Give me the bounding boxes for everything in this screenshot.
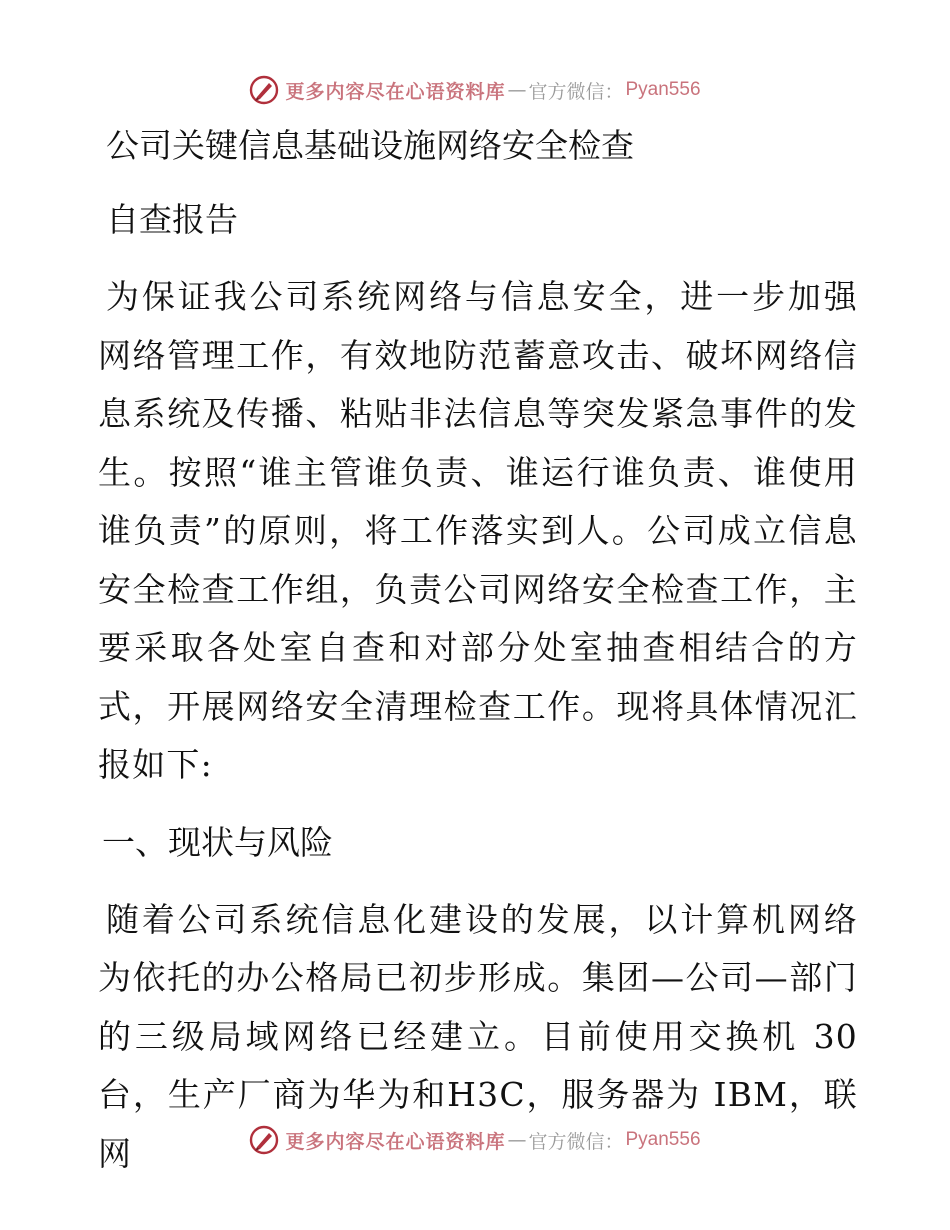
watermark-wechat-label: 官方微信： (528, 80, 624, 103)
watermark-text: 更多内容尽在心语资料库 (285, 80, 506, 103)
watermark-dash: — (507, 79, 527, 101)
watermark-dash: — (507, 1129, 527, 1151)
watermark-footer (0, 1120, 950, 1160)
intro-paragraph: 为保证我公司系统网络与信息安全，进一步加强网络管理工作，有效地防范蓄意攻击、破坏网络信息系统及传播、粘贴非法信息等突发紧急事件的发生。按照“谁主管谁负责、谁运行谁负责、谁使用谁负责”的原则，将工作落实到人。公司成立信息安全检查工作组，负责公司网络安全检查工作，主要采取各处室自查和对部分处室抽查相结合的方式，开展网络安全清理检查工作。现将具体情况汇报如下: (98, 277, 858, 784)
watermark-wechat-label: 官方微信： (528, 1130, 624, 1153)
watermark-wechat-id: Pyan556 (625, 79, 701, 100)
document-title: 公司关键信息基础设施网络安全检查 (106, 126, 634, 165)
pen-in-circle-icon (249, 1125, 279, 1155)
pen-in-circle-icon (249, 75, 279, 105)
watermark-wechat-id: Pyan556 (625, 1129, 701, 1150)
section-heading: 一、现状与风险 (102, 822, 333, 862)
document-subtitle: 自查报告 (106, 200, 238, 239)
body-paragraph: 随着公司系统信息化建设的发展，以计算机网络为依托的办公格局已初步形成。集团—公司—部门的三级局域网络已经建立。目前使用交换机 30 台，生产厂商为华为和H3C，服务器为 IBM，联网 (98, 899, 858, 1173)
document-body (98, 118, 858, 1183)
watermark-header (0, 70, 950, 110)
watermark-text: 更多内容尽在心语资料库 (285, 1130, 506, 1153)
